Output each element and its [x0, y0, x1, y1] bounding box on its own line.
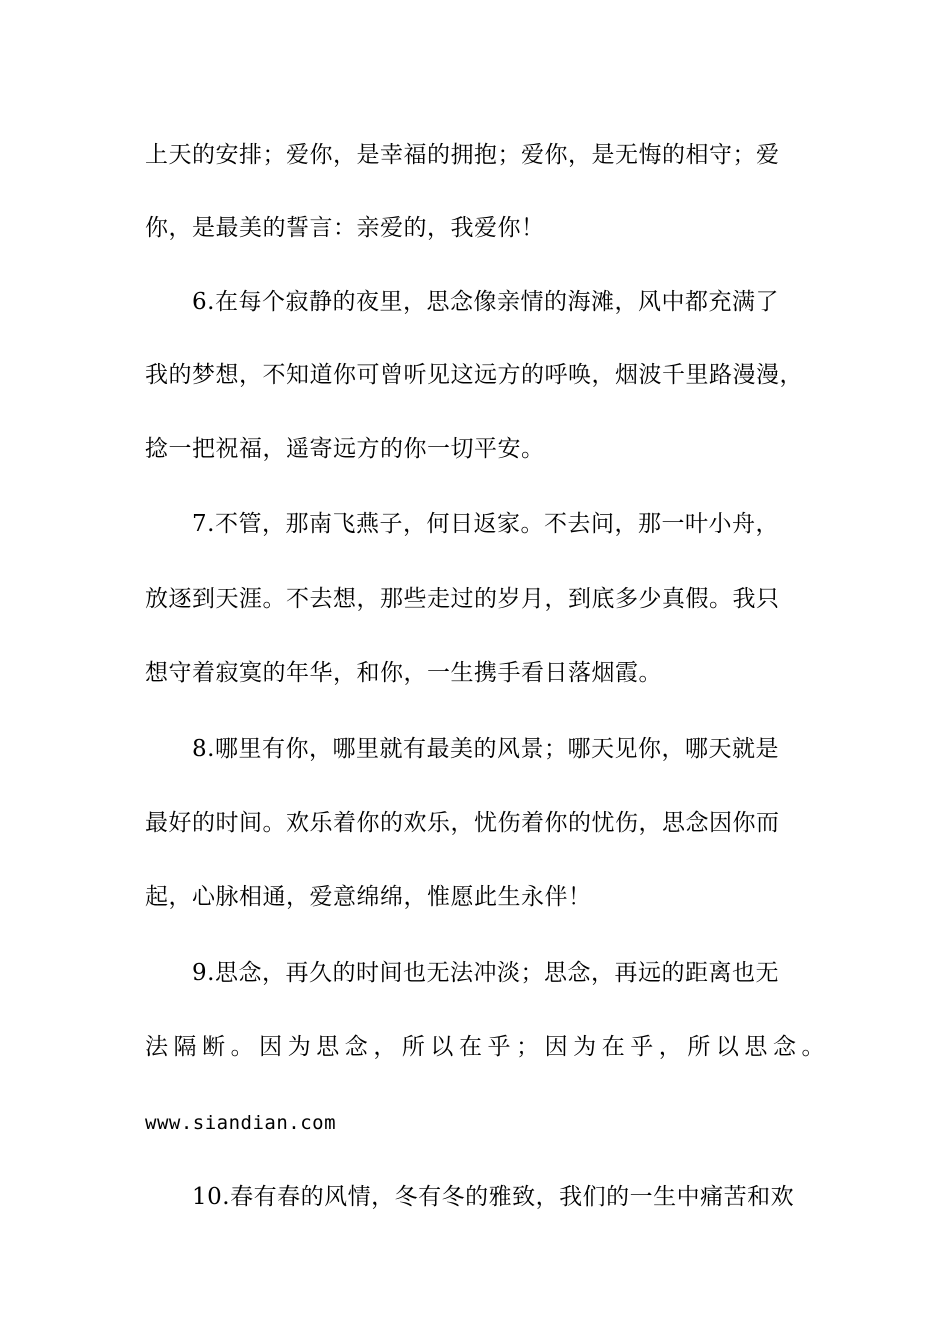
- text-line: 法隔断。因为思念，所以在乎；因为在乎，所以思念。: [145, 1034, 825, 1060]
- paragraph-7-start: 7.不管，那南飞燕子，何日返家。不去问，那一叶小舟，: [192, 511, 779, 537]
- website-url: www.siandian.com: [145, 1112, 337, 1134]
- paragraph-9-start: 9.思念，再久的时间也无法冲淡；思念，再远的距离也无: [192, 960, 779, 986]
- paragraph-8-start: 8.哪里有你，哪里就有最美的风景；哪天见你，哪天就是: [192, 736, 779, 762]
- text-line: 想守着寂寞的年华，和你，一生携手看日落烟霞。: [145, 660, 662, 686]
- text-line: 最好的时间。欢乐着你的欢乐，忧伤着你的忧伤，思念因你而: [145, 810, 780, 836]
- text-line: 放逐到天涯。不去想，那些走过的岁月，到底多少真假。我只: [145, 586, 780, 612]
- paragraph-6-start: 6.在每个寂静的夜里，思念像亲情的海滩，风中都充满了: [192, 289, 779, 315]
- text-line: 捻一把祝福，遥寄远方的你一切平安。: [145, 436, 545, 462]
- text-line: 我的梦想，不知道你可曾听见这远方的呼唤，烟波千里路漫漫，: [145, 362, 803, 388]
- text-line: 你，是最美的誓言：亲爱的，我爱你！: [145, 215, 545, 241]
- text-line: 上天的安排；爱你，是幸福的拥抱；爱你，是无悔的相守；爱: [145, 142, 780, 168]
- text-line: 起，心脉相通，爱意绵绵，惟愿此生永伴！: [145, 884, 592, 910]
- paragraph-10-start: 10.春有春的风情，冬有冬的雅致，我们的一生中痛苦和欢: [192, 1184, 795, 1210]
